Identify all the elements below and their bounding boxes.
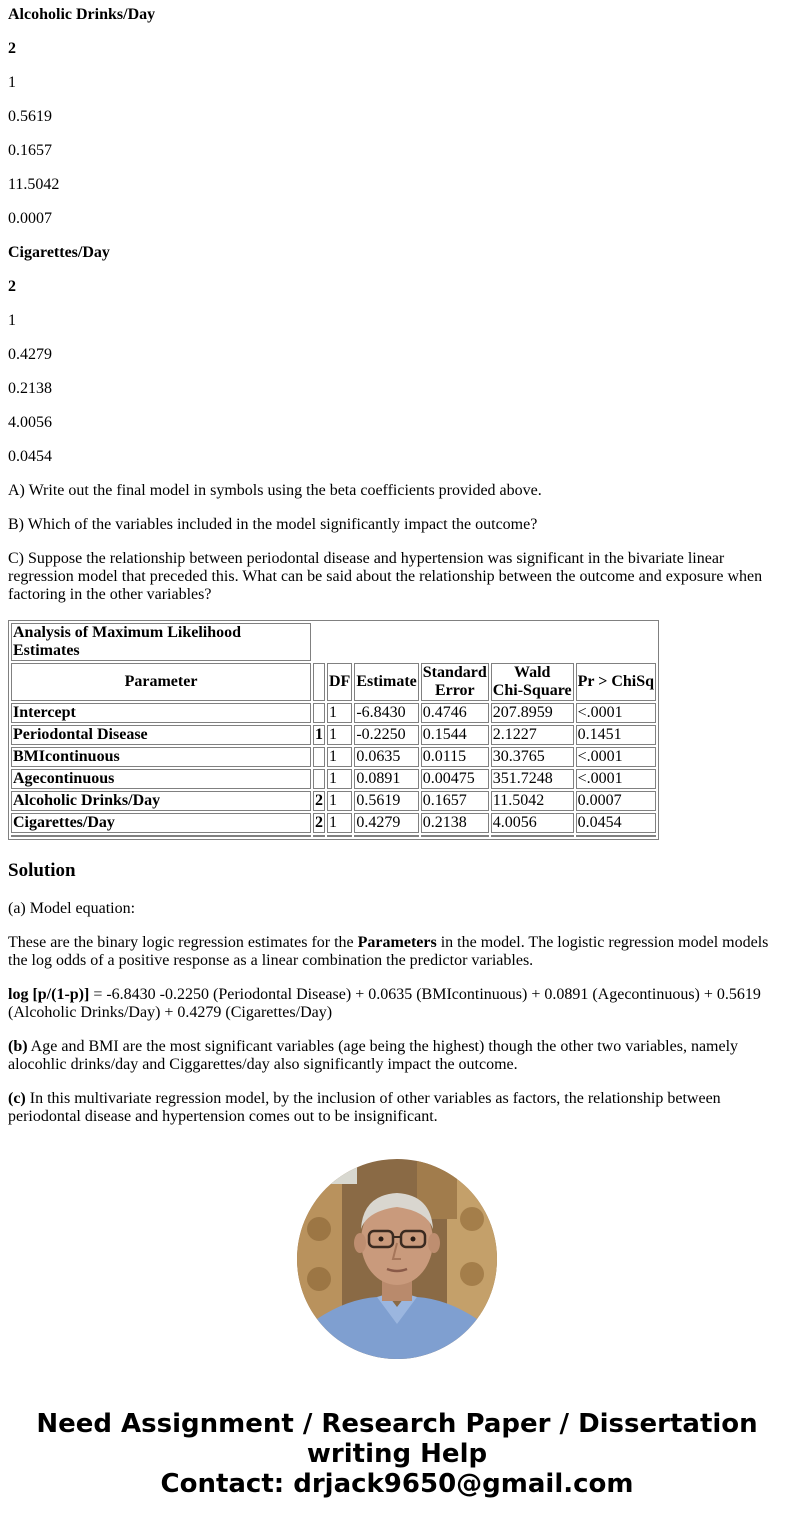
cell-se: 0.0115: [421, 747, 489, 767]
solution-a-label: (a) Model equation:: [8, 900, 136, 917]
cell-estimate: 0.0635: [354, 747, 418, 767]
pre-item-se: 0.1657: [8, 142, 52, 159]
cell-level: 1: [315, 726, 323, 743]
cell-df: 1: [327, 791, 352, 811]
pre-item-estimate: 0.4279: [8, 346, 52, 363]
cell-df: 1: [327, 813, 352, 833]
cell-df: 1: [327, 769, 352, 789]
table-header-row: [11, 663, 656, 701]
cell-parameter: Agecontinuous: [11, 769, 311, 789]
pre-item-estimate: 0.5619: [8, 108, 52, 125]
cell-estimate: -0.2250: [354, 725, 418, 745]
solution-b: (b) Age and BMI are the most significant variables (age being the highest) though the other two variables, namely alocohlic drinks/day and Ciggarettes/day also significantly impact the outcome.: [8, 1038, 739, 1073]
footer-banner: [0, 1409, 794, 1499]
header-wald-chi-square: Wald Chi-Square: [492, 664, 572, 699]
footer-line-1: Need Assignment / Research Paper / Dissertation: [36, 1409, 758, 1439]
solution-heading: Solution: [8, 860, 76, 881]
table-title: Analysis of Maximum Likelihood Estimates: [11, 623, 311, 661]
pre-item-level: 2: [8, 40, 16, 57]
pre-item-df: 1: [8, 312, 16, 329]
cell-level: [313, 747, 325, 767]
table-title-row: [11, 623, 656, 661]
cell-chi: 11.5042: [491, 791, 574, 811]
pre-item-chi: 4.0056: [8, 414, 52, 431]
cell-p: <.0001: [576, 703, 656, 723]
cell-level: [313, 769, 325, 789]
footer-line-2: writing Help: [306, 1439, 488, 1469]
header-level: [313, 663, 325, 701]
cell-estimate: 0.0891: [354, 769, 418, 789]
table-row: [11, 725, 656, 745]
question-c: C) Suppose the relationship between periodontal disease and hypertension was significant in the bivariate linear regression model that preceded this. What can be said about the relationship between the outcome and exposure when factoring in the other variables?: [8, 550, 763, 603]
cell-df: 1: [327, 747, 352, 767]
pre-item-df: 1: [8, 74, 16, 91]
cell-parameter: Intercept: [11, 703, 311, 723]
cell-estimate: 0.4279: [354, 813, 418, 833]
solution-intro: These are the binary logic regression estimates for the Parameters in the model. The logistic regression model models the log odds of a positive response as a linear combination the predictor variables.: [8, 934, 769, 969]
header-df: DF: [327, 663, 352, 701]
cell-se: 0.4746: [421, 703, 489, 723]
pre-item-name: Alcoholic Drinks/Day: [8, 6, 156, 23]
table-row: [11, 769, 656, 789]
cell-chi: 4.0056: [491, 813, 574, 833]
table-row: [11, 813, 656, 833]
cell-se: 0.00475: [421, 769, 489, 789]
solution-equation: log [p/(1-p)] = -6.8430 -0.2250 (Periodontal Disease) + 0.0635 (BMIcontinuous) + 0.0891 (Agecontinuous) + 0.5619 (Alcoholic Drinks/Day) + 0.4279 (Cigarettes/Day): [8, 986, 761, 1021]
header-parameter: Parameter: [11, 663, 311, 701]
cell-df: 1: [327, 725, 352, 745]
pre-item-name: Cigarettes/Day: [8, 244, 110, 261]
cell-p: 0.0454: [576, 813, 656, 833]
cell-level: 2: [315, 814, 323, 831]
cell-level: 2: [315, 792, 323, 809]
cell-se: 0.2138: [421, 813, 489, 833]
pre-item-se: 0.2138: [8, 380, 52, 397]
cell-p: 0.1451: [576, 725, 656, 745]
solution-c: (c) In this multivariate regression model, by the inclusion of other variables as factors, the relationship between periodontal disease and hypertension comes out to be insignificant.: [8, 1090, 721, 1125]
avatar-photo: [297, 1159, 497, 1359]
cell-estimate: 0.5619: [354, 791, 418, 811]
cell-parameter: Cigarettes/Day: [11, 813, 311, 833]
cell-p: <.0001: [576, 747, 656, 767]
pre-item-alcohol: [8, 6, 786, 228]
pre-item-p: 0.0007: [8, 210, 52, 227]
question-a: A) Write out the final model in symbols using the beta coefficients provided above.: [8, 482, 542, 499]
pre-item-cigarettes: [8, 244, 786, 466]
cell-estimate: -6.8430: [354, 703, 418, 723]
pre-item-chi: 11.5042: [8, 176, 60, 193]
estimates-table: [8, 620, 659, 840]
pre-item-p: 0.0454: [8, 448, 52, 465]
cell-p: 0.0007: [576, 791, 656, 811]
cell-p: <.0001: [576, 769, 656, 789]
header-estimate: Estimate: [354, 663, 418, 701]
table-spacer-row: [11, 835, 656, 837]
header-pr-chisq: Pr > ChiSq: [576, 663, 656, 701]
cell-chi: 351.7248: [491, 769, 574, 789]
document-body: [0, 6, 794, 1126]
cell-parameter: Alcoholic Drinks/Day: [11, 791, 311, 811]
header-standard-error: Standard Error: [422, 664, 487, 699]
cell-chi: 207.8959: [491, 703, 574, 723]
table-row: [11, 747, 656, 767]
footer-contact[interactable]: Contact: drjack9650@gmail.com: [160, 1469, 634, 1499]
avatar: [297, 1159, 497, 1359]
cell-chi: 30.3765: [491, 747, 574, 767]
cell-se: 0.1657: [421, 791, 489, 811]
cell-parameter: Periodontal Disease: [11, 725, 311, 745]
cell-df: 1: [327, 703, 352, 723]
table-row: [11, 791, 656, 811]
question-b: B) Which of the variables included in the model significantly impact the outcome?: [8, 516, 538, 533]
cell-parameter: BMIcontinuous: [11, 747, 311, 767]
table-row: [11, 703, 656, 723]
cell-level: [313, 703, 325, 723]
pre-item-level: 2: [8, 278, 16, 295]
cell-chi: 2.1227: [491, 725, 574, 745]
cell-se: 0.1544: [421, 725, 489, 745]
